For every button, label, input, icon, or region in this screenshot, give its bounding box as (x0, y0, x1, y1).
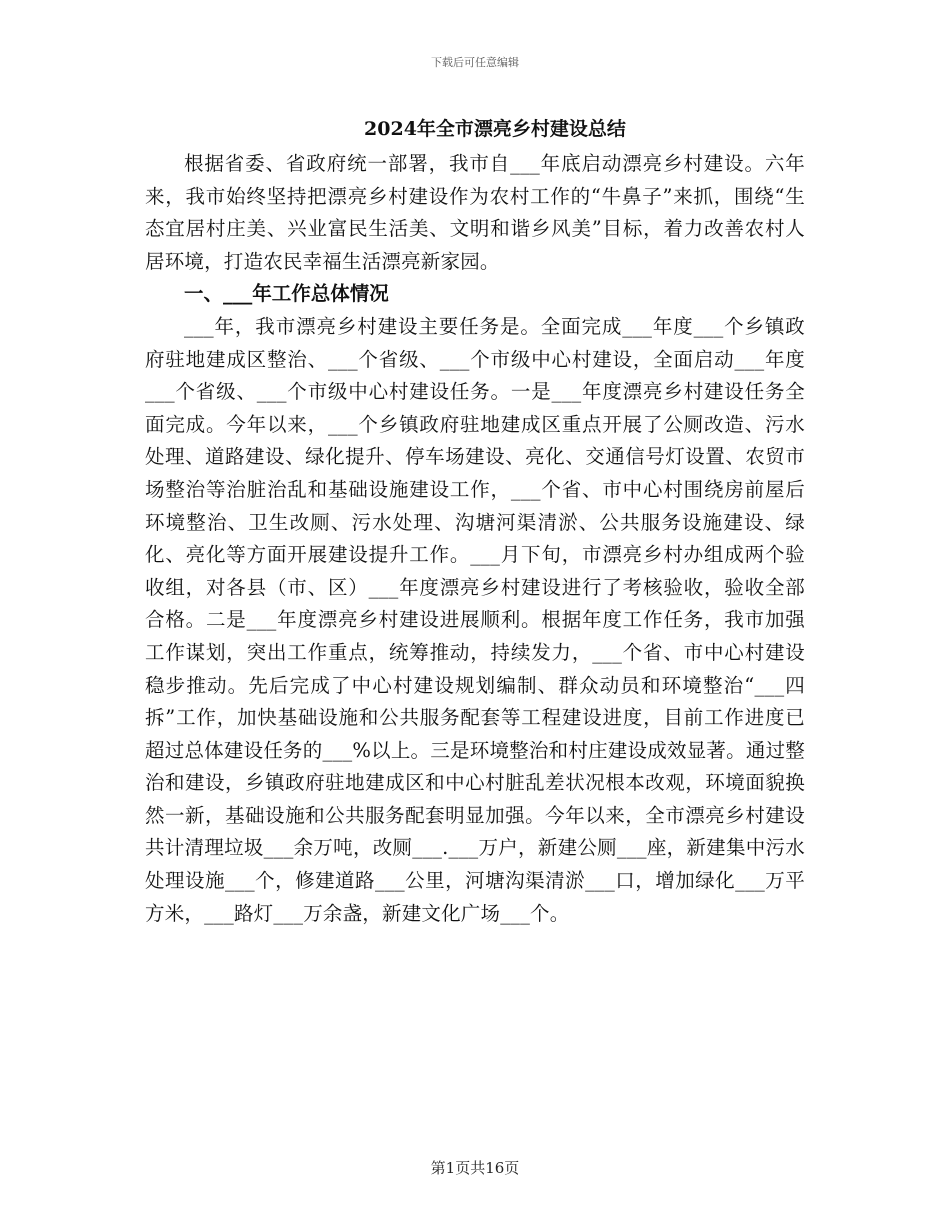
document-body (145, 110, 805, 930)
document-title: 2024年全市漂亮乡村建设总结 (364, 118, 626, 140)
header-note: 下载后可任意编辑 (431, 56, 519, 69)
section-heading: 一、___年工作总体情况 (184, 282, 389, 306)
section-body-paragraph: ___年，我市漂亮乡村建设主要任务是。全面完成___年度___个乡镇政府驻地建成区整治、___个省级、___个市级中心村建设，全面启动___年度___个省级、___个市级中心村建设任务。一是___年度漂亮乡村建设任务全面完成。今年以来，___个乡镇政府驻地建成区重点开展了公厕改造、污水处理、道路建设、绿化提升、停车场建设、亮化、交通信号灯设置、农贸市场整治等治脏治乱和基础设施建设工作，___个省、市中心村围绕房前屋后环境整治、卫生改厕、污水处理、沟塘河渠清淤、公共服务设施建设、绿化、亮化等方面开展建设提升工作。___月下旬，市漂亮乡村办组成两个验收组，对各县（市、区）___年度漂亮乡村建设进行了考核验收，验收全部合格。二是___年度漂亮乡村建设进展顺利。根据年度工作任务，我市加强工作谋划，突出工作重点，统筹推动，持续发力，___个省、市中心村建设稳步推动。先后完成了中心村建设规划编制、群众动员和环境整治“___四拆”工作，加快基础设施和公共服务配套等工程建设进度，目前工作进度已超过总体建设任务的___%以上。三是环境整治和村庄建设成效显著。通过整治和建设，乡镇政府驻地建成区和中心村脏乱差状况根本改观，环境面貌换然一新，基础设施和公共服务配套明显加强。今年以来，全市漂亮乡村建设共计清理垃圾___余万吨，改厕___.___万户，新建公厕___座，新建集中污水处理设施___个，修建道路___公里，河塘沟渠清淤___口，增加绿化___万平方米，___路灯___万余盏，新建文化广场___个。 (145, 314, 805, 925)
intro-paragraph: 根据省委、省政府统一部署，我市自___年底启动漂亮乡村建设。六年来，我市始终坚持把漂亮乡村建设作为农村工作的“牛鼻子”来抓，围绕“生态宜居村庄美、兴业富民生活美、文明和谐乡风美”目标，着力改善农村人居环境，打造农民幸福生活漂亮新家园。 (145, 152, 805, 273)
page-footer: 第1页共16页 (430, 1159, 520, 1177)
